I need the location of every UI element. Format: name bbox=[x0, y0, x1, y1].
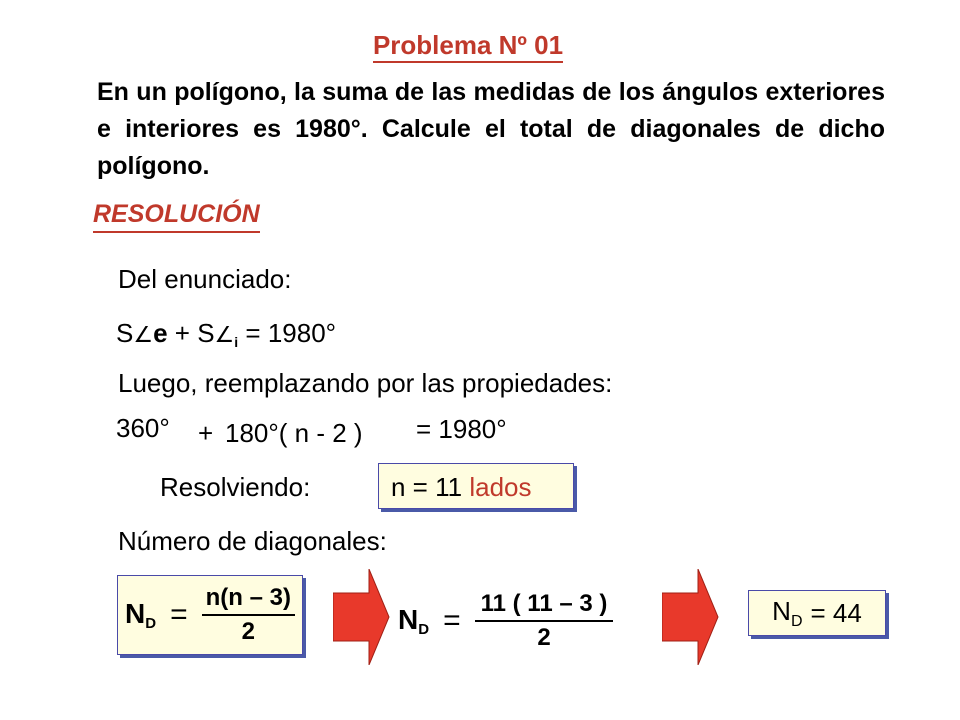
final-n: $N_D$ bbox=[772, 595, 803, 630]
final-rhs: = 44 bbox=[810, 597, 862, 628]
formula2-numerator: 11 ( 11 – 3 ) bbox=[475, 590, 614, 622]
formula2-equals: = bbox=[443, 604, 461, 637]
result-n: n = 11 bbox=[391, 472, 463, 502]
result-lados: lados bbox=[469, 472, 532, 502]
eq2-a: 360° bbox=[116, 413, 170, 443]
sum-plus: + bbox=[174, 318, 190, 348]
problem-statement: En un polígono, la suma de las medidas de los ángulos exteriores e interiores es 1980°. Calcule el total de diagonales de dicho polígono. bbox=[97, 78, 885, 180]
formula2-denominator: 2 bbox=[537, 624, 551, 651]
formula-numerator: n(n – 3) bbox=[202, 584, 295, 616]
angle-icon: ∠ bbox=[133, 323, 154, 348]
sum-i: i bbox=[234, 334, 239, 350]
formula-fraction bbox=[202, 584, 295, 646]
eq2-b: + bbox=[198, 418, 214, 448]
eq2-c: 180°( n - 2 ) bbox=[225, 418, 363, 448]
problem-title: Problema Nº 01 bbox=[0, 30, 936, 61]
formula2-fraction bbox=[475, 590, 614, 652]
numero-diagonales-label: Número de diagonales: bbox=[118, 526, 387, 556]
del-enunciado-label: Del enunciado: bbox=[118, 264, 292, 294]
sum-s2: S bbox=[197, 318, 215, 348]
eq2-d: = 1980° bbox=[416, 414, 507, 444]
sum-e: e bbox=[153, 318, 168, 348]
resolution-heading: RESOLUCIÓN bbox=[93, 200, 260, 233]
resolviendo-label: Resolviendo: bbox=[160, 472, 311, 502]
formula2-n: $N_D$ bbox=[398, 604, 430, 638]
sum-s1: S bbox=[116, 318, 134, 348]
right-arrow-icon bbox=[662, 569, 719, 665]
sum-equation bbox=[116, 318, 336, 350]
luego-label: Luego, reemplazando por las propiedades: bbox=[118, 368, 613, 398]
result-box bbox=[378, 463, 574, 509]
formula-n: $N_D$ bbox=[125, 598, 157, 632]
angle-icon: ∠ bbox=[214, 323, 235, 348]
formula-denominator: 2 bbox=[241, 618, 255, 645]
sum-rhs: = 1980° bbox=[245, 318, 337, 348]
formula-box bbox=[117, 575, 303, 655]
formula-substituted bbox=[398, 580, 613, 662]
final-result-box bbox=[748, 590, 886, 636]
formula-equals: = bbox=[170, 598, 188, 631]
right-arrow-icon bbox=[333, 569, 390, 665]
